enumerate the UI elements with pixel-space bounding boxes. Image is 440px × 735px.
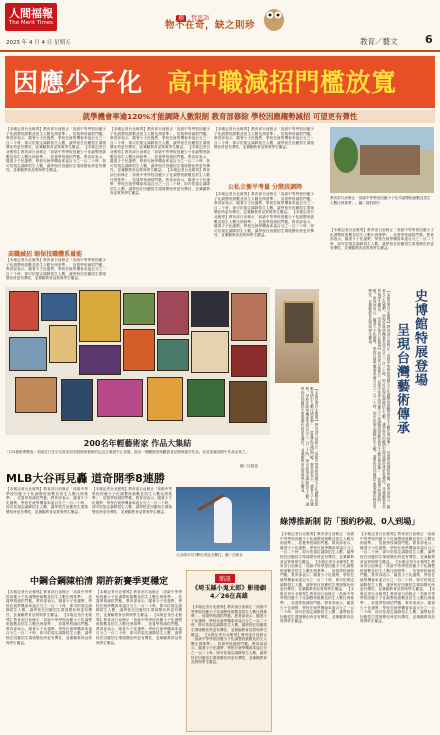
lead-column-1b bbox=[6, 258, 106, 282]
lead-text-1b: 【本報記者台北報導】教育部日前修正「高級中等學校因應少子化調整班級數及招生人數比例基準」，放寬學校減招門檻。教育部表示，隨著少子化趨勢，學校在就學機會率逾百分之一百二十時，即可依規定調降招生人數，讓學校在因應招生環境變化時更有彈性，並兼顧教育品質與學生權益。 bbox=[6, 145, 106, 173]
anti-fraud-column-2 bbox=[360, 532, 435, 730]
artwork-7 bbox=[231, 293, 267, 341]
culture-body-1: 【本報記者台北報導】教育部日前修正「高級中等學校因應少子化調整班級數及招生人數比例基準」，放寬學校減招門檻。教育部表示，隨著少子化趨勢，學校在就學機會率逾百分之一百二十時，即可依規定調降招生人數，讓學校在因應招生環境變化時更有彈性，並兼顧教育品質與學生權益。 bbox=[377, 289, 391, 509]
gallery-caption-credit: 圖／沈昭廷 bbox=[240, 464, 258, 468]
gallery-caption-title: 200名年輕藝術家 作品大集結 bbox=[83, 439, 192, 448]
lead-column-4 bbox=[330, 228, 434, 282]
mlb-column-1 bbox=[6, 487, 88, 567]
lead-column-2 bbox=[110, 127, 210, 282]
school-photo-caption: 教育部日前修正「高級中等學校因應少子化代調整班級數及招生人數比例基準」。圖／資料照片 bbox=[330, 196, 431, 205]
lead-text-2b: 【本報記者台北報導】教育部日前修正「高級中等學校因應少子化調整班級數及招生人數比例基準」，放寬學校減招門檻。教育部表示，隨著少子化趨勢，學校在就學機會率逾百分之一百二十時，即可依規定調降招生人數，讓學校在因應招生環境變化時更有彈性，並兼顧教育品質與學生權益。 bbox=[110, 145, 210, 173]
anti-fraud-text-2c: 【本報記者台北報導】教育部日前修正「高級中等學校因應少子化調整班級數及招生人數比例基準」，放寬學校減招門檻。教育部表示，隨著少子化趨勢，學校在就學機會率逾百分之一百二十時，即可依規定調降招生人數，讓學校在因應招生環境變化時更有彈性，並兼顧教育品質與學生權益。 bbox=[360, 587, 435, 624]
artwork-3 bbox=[79, 290, 121, 342]
headline-subtitle: 就學機會率逾120%才能調降人數限制 教育部修除 學校因應趨勢減招 可望更有彈性 bbox=[5, 110, 435, 123]
artwork-11 bbox=[123, 329, 155, 371]
lead-column-3b bbox=[214, 192, 314, 282]
mlb-column-2 bbox=[92, 487, 172, 567]
lead-text-2: 【本報記者台北報導】教育部日前修正「高級中等學校因應少子化調整班級數及招生人數比例基準」，放寬學校減招門檻。教育部表示，隨著少子化趨勢，學校在就學機會率逾百分之一百二十時，即可依規定調降招生人數，讓學校在因應招生環境變化時更有彈性，並兼顧教育品質與學生權益。 bbox=[110, 127, 210, 150]
artwork-6 bbox=[191, 291, 229, 327]
steel-column-1 bbox=[6, 590, 92, 730]
zen-tag-label: 哲思語 bbox=[191, 15, 210, 22]
newsbox-title: 《埼玉縣小鬼太郎》影冊劇4／26在高雄 bbox=[191, 585, 267, 600]
lead-column-1 bbox=[6, 127, 106, 247]
anti-fraud-text-1: 【本報記者台北報導】教育部日前修正「高級中等學校因應少子化調整班級數及招生人數比例基準」，放寬學校減招門檻。教育部表示，隨著少子化趨勢，學校在就學機會率逾百分之一百二十時，即可依規定調降招生人數，讓學校在因應招生環境變化時更有彈性，並兼顧教育品質與學生權益。 bbox=[280, 532, 354, 564]
lead-text-1c: 【本報記者台北報導】教育部日前修正「高級中等學校因應少子化調整班級數及招生人數比例基準」，放寬學校減招門檻。教育部表示，隨著少子化趨勢，學校在就學機會率逾百分之一百二十時，即可依規定調降招生人數，讓學校在因應招生環境變化時更有彈性，並兼顧教育品質與學生權益。 bbox=[6, 258, 106, 281]
gallery-photo bbox=[5, 287, 270, 435]
artwork-15 bbox=[15, 377, 57, 413]
culture-text-1 bbox=[321, 289, 391, 509]
artwork-14 bbox=[231, 345, 267, 377]
mlb-title: MLB大谷再見轟 道奇開季8連勝 bbox=[6, 472, 165, 485]
mlb-text-2: 【本報記者台北報導】教育部日前修正「高級中等學校因應少子化調整班級數及招生人數比例基準」，放寬學校減招門檻。教育部表示，隨著少子化趨勢，學校在就學機會率逾百分之一百二十時，即可依規定調降招生人數，讓學校在因應招生環境變化時更有彈性，並兼顧教育品質與學生權益。 bbox=[92, 487, 172, 514]
culture-title-b: 呈現台灣藝術傳承 bbox=[394, 323, 409, 435]
mlb-photo bbox=[176, 487, 270, 551]
artwork-12 bbox=[157, 339, 189, 371]
steel-column-2 bbox=[96, 590, 182, 730]
steel-title: 中鋼合鋼陳柏清 期許新賽季更穩定 bbox=[30, 577, 169, 587]
artwork-20 bbox=[229, 381, 267, 423]
anti-fraud-text-2b: 【本報記者台北報導】教育部日前修正「高級中等學校因應少子化調整班級數及招生人數比例基準」，放寬學校減招門檻。教育部表示，隨著少子化趨勢，學校在就學機會率逾百分之一百二十時，即可依規定調降招生人數，讓學校在因應招生環境變化時更有彈性，並兼顧教育品質與學生權益。 bbox=[360, 559, 435, 592]
culture-photo bbox=[275, 289, 319, 383]
anti-fraud-text-1b: 【本報記者台北報導】教育部日前修正「高級中等學校因應少子化調整班級數及招生人數比例基準」，放寬學校減招門檻。教育部表示，隨著少子化趨勢，學校在就學機會率逾百分之一百二十時，即可依規定調降招生人數，讓學校在因應招生環境變化時更有彈性，並兼顧教育品質與學生權益。 bbox=[280, 559, 354, 592]
culture-artwork bbox=[283, 301, 315, 345]
artwork-5 bbox=[157, 291, 189, 335]
headline-banner bbox=[5, 56, 435, 108]
culture-section bbox=[275, 287, 435, 512]
artwork-1 bbox=[9, 291, 39, 331]
subhead-left: 高職減招 缩保技職體系量能 bbox=[8, 251, 83, 258]
culture-body-2: 【本報記者台北報導】教育部日前修正「高級中等學校因應少子化調整班級數及招生人數比例基準」，放寬學校減招門檻。教育部表示，隨著少子化趨勢，學校在就學機會率逾百分之一百二十時，即可依規定調降招生人數，讓學校在因應招生環境變化時更有彈性，並兼顧教育品質與學生權益。 bbox=[368, 289, 382, 509]
artwork-9 bbox=[49, 325, 77, 363]
zen-tag: 禪 bbox=[178, 15, 185, 22]
newsbox-label: 簡訊 bbox=[215, 574, 235, 583]
headline-title-a: 因應少子化 bbox=[13, 68, 144, 97]
artwork-13 bbox=[191, 331, 229, 373]
page-number: 6 bbox=[425, 33, 433, 46]
anti-fraud-text-1c: 【本報記者台北報導】教育部日前修正「高級中等學校因應少子化調整班級數及招生人數比例基準」，放寬學校減招門檻。教育部表示，隨著少子化趨勢，學校在就學機會率逾百分之一百二十時，即可依規定調降招生人數，讓學校在因應招生環境變化時更有彈性，並兼顧教育品質與學生權益。 bbox=[280, 587, 354, 624]
mlb-photo-caption: 大谷翔平3日擊出再見全壘打。圖／法新社 bbox=[176, 553, 243, 557]
lead-text-3: 【本報記者台北報導】教育部日前修正「高級中等學校因應少子化調整班級數及招生人數比例基準」，放寬學校減招門檻。教育部表示，隨著少子化趨勢，學校在就學機會率逾百分之一百二十時，即可依規定調降招生人數，讓學校在因應招生環境變化時更有彈性，並兼顧教育品質與學生權益。 bbox=[214, 127, 314, 150]
artwork-19 bbox=[187, 379, 225, 417]
lead-text-3c: 【本報記者台北報導】教育部日前修正「高級中等學校因應少子化調整班級數及招生人數比例基準」，放寬學校減招門檻。教育部表示，隨著少子化趨勢，學校在就學機會率逾百分之一百二十時，即可依規定調降招生人數，讓學校在因應招生環境變化時更有彈性，並兼顧教育品質與學生權益。 bbox=[214, 210, 314, 238]
lead-text-3b: 【本報記者台北報導】教育部日前修正「高級中等學校因應少子化調整班級數及招生人數比例基準」，放寬學校減招門檻。教育部表示，隨著少子化趨勢，學校在就學機會率逾百分之一百二十時，即可依規定調降招生人數，讓學校在因應招生環境變化時更有彈性，並兼顧教育品質與學生權益。 bbox=[214, 192, 314, 215]
mlb-player bbox=[214, 497, 232, 543]
newsbox bbox=[186, 570, 272, 732]
headline-title-b: 高中職減招門檻放寬 bbox=[167, 68, 397, 97]
masthead-rule bbox=[0, 50, 440, 52]
issue-date: 2025 年 4 月 4 日 星期五 bbox=[6, 40, 71, 46]
owl-illustration bbox=[260, 2, 288, 32]
anti-fraud-text-2: 【本報記者台北報導】教育部日前修正「高級中等學校因應少子化調整班級數及招生人數比例基準」，放寬學校減招門檻。教育部表示，隨著少子化趨勢，學校在就學機會率逾百分之一百二十時，即可依規定調降招生人數，讓學校在因應招生環境變化時更有彈性，並兼顧教育品質與學生權益。 bbox=[360, 532, 435, 564]
culture-title-a: 史博館特展登場 bbox=[412, 289, 427, 387]
steel-text-2: 【本報記者台北報導】教育部日前修正「高級中等學校因應少子化調整班級數及招生人數比例基準」，放寬學校減招門檻。教育部表示，隨著少子化趨勢，學校在就學機會率逾百分之一百二十時，即可依規定調降招生人數，讓學校在因應招生環境變化時更有彈性，並兼顧教育品質與學生權益。 bbox=[96, 590, 182, 617]
lead-text-4: 【本報記者台北報導】教育部日前修正「高級中等學校因應少子化調整班級數及招生人數比例基準」，放寬學校減招門檻。教育部表示，隨著少子化趨勢，學校在就學機會率逾百分之一百二十時，即可依規定調降招生人數，讓學校在因應招生環境變化時更有彈性，並兼顧教育品質與學生權益。 bbox=[330, 228, 434, 251]
newsbox-text-b: 【本報記者台北報導】教育部日前修正「高級中等學校因應少子化調整班級數及招生人數比例基準」，放寬學校減招門檻。教育部表示，隨著少子化趨勢，學校在就學機會率逾百分之一百二十時，即可依規定調降招生人數，讓學校在因應招生環境變化時更有彈性，並兼顧教育品質與學生權益。 bbox=[191, 632, 267, 665]
culture-text-2 bbox=[275, 387, 319, 507]
artwork-16 bbox=[61, 379, 93, 421]
motto: 物不在奇，缺之則珍 bbox=[165, 20, 256, 31]
newsbox-text: 【本報記者台北報導】教育部日前修正「高級中等學校因應少子化調整班級數及招生人數比例基準」，放寬學校減招門檻。教育部表示，隨著少子化趨勢，學校在就學機會率逾百分之一百二十時，即可依規定調降招生人數，讓學校在因應招生環境變化時更有彈性，並兼顧教育品質與學生權益。 bbox=[191, 605, 267, 637]
steel-text-1b: 【本報記者台北報導】教育部日前修正「高級中等學校因應少子化調整班級數及招生人數比例基準」，放寬學校減招門檻。教育部表示，隨著少子化趨勢，學校在就學機會率逾百分之一百二十時，即可依規定調降招生人數，讓學校在因應招生環境變化時更有彈性，並兼顧教育品質與學生權益。 bbox=[6, 612, 92, 645]
artwork-8 bbox=[9, 337, 47, 371]
lead-column-3 bbox=[214, 127, 314, 179]
school-building bbox=[360, 145, 420, 175]
school-photo bbox=[330, 127, 434, 193]
logo-cn: 人間福報 bbox=[9, 7, 53, 20]
steel-text-1: 【本報記者台北報導】教育部日前修正「高級中等學校因應少子化調整班級數及招生人數比例基準」，放寬學校減招門檻。教育部表示，隨著少子化趨勢，學校在就學機會率逾百分之一百二十時，即可依規定調降招生人數，讓學校在因應招生環境變化時更有彈性，並兼顧教育品質與學生權益。 bbox=[6, 590, 92, 617]
artwork-2 bbox=[41, 293, 77, 321]
anti-fraud-column-1 bbox=[280, 532, 354, 730]
artwork-17 bbox=[97, 379, 143, 417]
logo-en: The Merit Times bbox=[8, 20, 54, 26]
masthead bbox=[0, 0, 440, 52]
masthead-logo bbox=[5, 3, 57, 31]
newsbox-body bbox=[191, 605, 267, 727]
lead-text-2c: 【本報記者台北報導】教育部日前修正「高級中等學校因應少子化調整班級數及招生人數比例基準」，放寬學校減招門檻。教育部表示，隨著少子化趨勢，學校在就學機會率逾百分之一百二十時，即可依規定調降招生人數，讓學校在因應招生環境變化時更有彈性，並兼顧教育品質與學生權益。 bbox=[110, 168, 210, 196]
mlb-text-1: 【本報記者台北報導】教育部日前修正「高級中等學校因應少子化調整班級數及招生人數比例基準」，放寬學校減招門檻。教育部表示，隨著少子化趨勢，學校在就學機會率逾百分之一百二十時，即可依規定調降招生人數，讓學校在因應招生環境變化時更有彈性，並兼顧教育品質與學生權益。 bbox=[6, 487, 88, 514]
school-tree bbox=[334, 137, 358, 173]
gallery-caption-body: 「125藝術博覽會」預展近日在宗友府亞府高展館的藝術的記念主義展中心登場，展為一個觀展者與觀賞者記錄與創作作品。在這是讓前期中作品出來之。 bbox=[5, 450, 250, 454]
lead-text-1: 【本報記者台北報導】教育部日前修正「高級中等學校因應少子化調整班級數及招生人數比例基準」，放寬學校減招門檻。教育部表示，隨著少子化趨勢，學校在就學機會率逾百分之一百二十時，即可依規定調降招生人數，讓學校在因應招生環境變化時更有彈性，並兼顧教育品質與學生權益。 bbox=[6, 127, 106, 150]
artwork-4 bbox=[123, 293, 155, 325]
artwork-10 bbox=[79, 345, 121, 375]
subhead-right: 公私立衡平考量 分階段調降 bbox=[228, 184, 303, 191]
anti-fraud-title: 綠博推新制 防「預約秒殺、0人到場」 bbox=[280, 516, 420, 526]
section-label: 教育／藝文 bbox=[360, 37, 398, 46]
culture-body-3: 【本報記者台北報導】教育部日前修正「高級中等學校因應少子化調整班級數及招生人數比例基準」，放寬學校減招門檻。教育部表示，隨著少子化趨勢，學校在就學機會率逾百分之一百二十時，即可依規定調降招生人數，讓學校在因應招生環境變化時更有彈性，並兼顧教育品質與學生權益。 bbox=[301, 387, 319, 506]
artwork-18 bbox=[147, 377, 183, 421]
steel-text-2b: 【本報記者台北報導】教育部日前修正「高級中等學校因應少子化調整班級數及招生人數比例基準」，放寬學校減招門檻。教育部表示，隨著少子化趨勢，學校在就學機會率逾百分之一百二十時，即可依規定調降招生人數，讓學校在因應招生環境變化時更有彈性，並兼顧教育品質與學生權益。 bbox=[96, 612, 182, 645]
